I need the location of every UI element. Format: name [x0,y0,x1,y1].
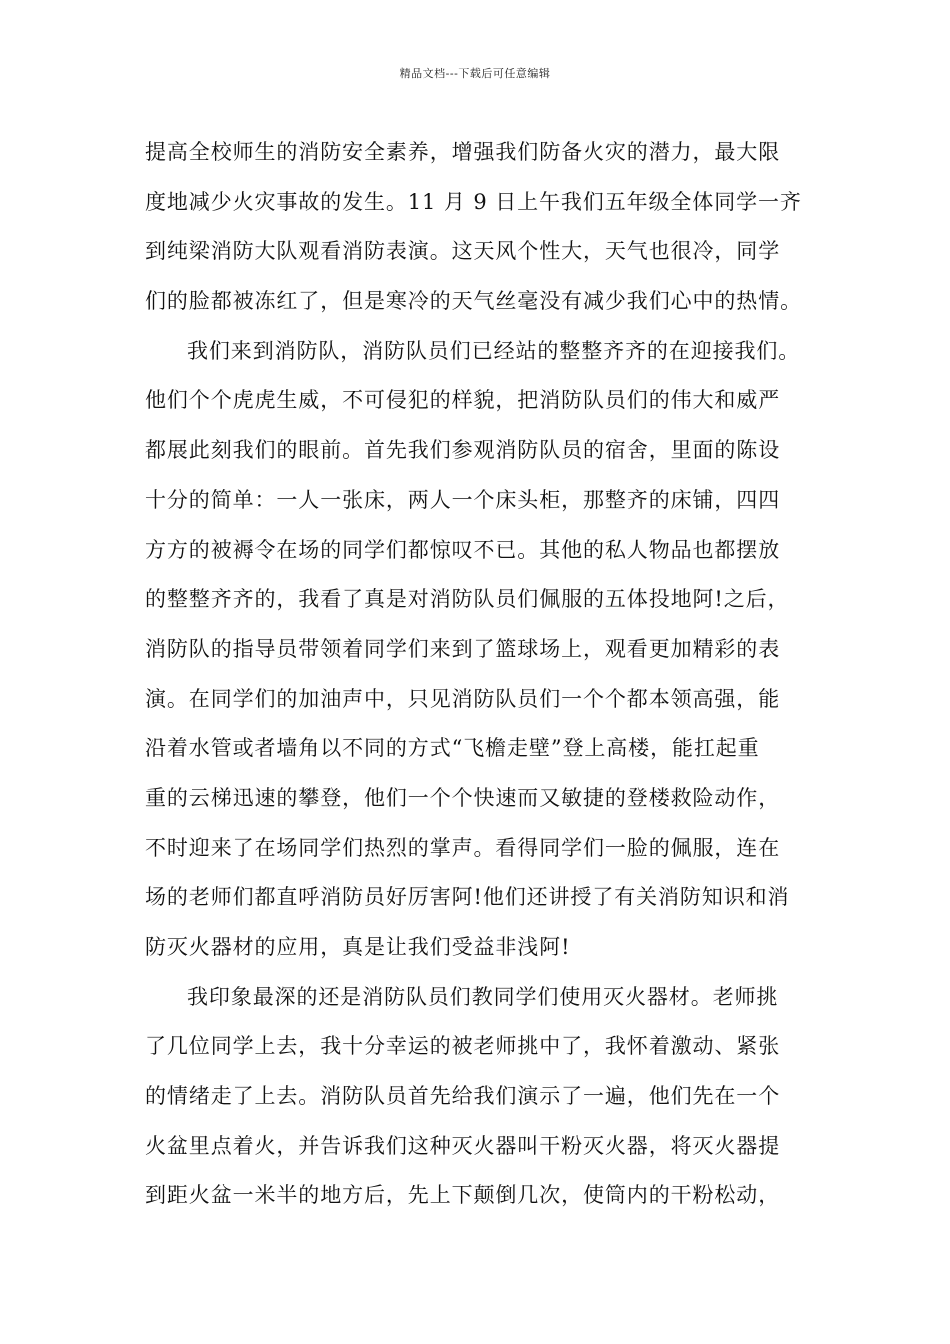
text-line: 不时迎来了在场同学们热烈的掌声。看得同学们一脸的佩服，连在 [145,835,781,860]
text-line: 场的老师们都直呼消防员好厉害阿!他们还讲授了有关消防知识和消 [145,885,790,910]
body-text [145,128,845,1221]
text-line: 沿着水管或者墙角以不同的方式“飞檐走壁”登上高楼，能扛起重 [145,736,760,761]
text-line: 们的脸都被冻红了，但是寒冷的天气丝毫没有减少我们心中的热情。 [145,289,802,314]
text-line: 的整整齐齐的，我看了真是对消防队员们佩服的五体投地阿!之后， [145,587,790,612]
text-line: 十分的简单：一人一张床，两人一个床头柜，那整齐的床铺，四四 [145,487,781,512]
text-line: 防灭火器材的应用，真是让我们受益非浅阿! [145,935,571,959]
text-line: 都展此刻我们的眼前。首先我们参观消防队员的宿舍，里面的陈设 [145,438,781,463]
text-line: 到纯梁消防大队观看消防表演。这天风个性大，天气也很冷，同学 [145,239,781,264]
text-line: 方方的被褥令在场的同学们都惊叹不已。其他的私人物品也都摆放 [145,537,781,562]
text-line: 我印象最深的还是消防队员们教同学们使用灭火器材。老师挑 [187,984,779,1009]
text-line: 了几位同学上去，我十分幸运的被老师挑中了，我怀着激动、紧张 [145,1034,781,1059]
page-header: 精品文档---下载后可任意编辑 [399,67,551,80]
text-line: 度地减少火灾事故的发生。11 月 9 日上午我们五年级全体同学一齐 [145,189,802,214]
text-line: 消防队的指导员带领着同学们来到了篮球场上，观看更加精彩的表 [145,636,781,661]
text-line: 我们来到消防队，消防队员们已经站的整整齐齐的在迎接我们。 [187,338,801,363]
text-line: 他们个个虎虎生威，不可侵犯的样貌，把消防队员们的伟大和威严 [145,388,781,413]
text-line: 提高全校师生的消防安全素养，增强我们防备火灾的潜力，最大限 [145,140,781,164]
text-line: 火盆里点着火，并告诉我们这种灭火器叫干粉灭火器，将灭火器提 [145,1133,781,1158]
text-line: 的情绪走了上去。消防队员首先给我们演示了一遍，他们先在一个 [145,1084,781,1109]
text-line: 重的云梯迅速的攀登，他们一个个快速而又敏捷的登楼救险动作， [145,785,781,810]
text-line: 演。在同学们的加油声中，只见消防队员们一个个都本领高强，能 [145,686,781,711]
text-line: 到距火盆一米半的地方后，先上下颠倒几次，使筒内的干粉松动， [145,1183,781,1208]
